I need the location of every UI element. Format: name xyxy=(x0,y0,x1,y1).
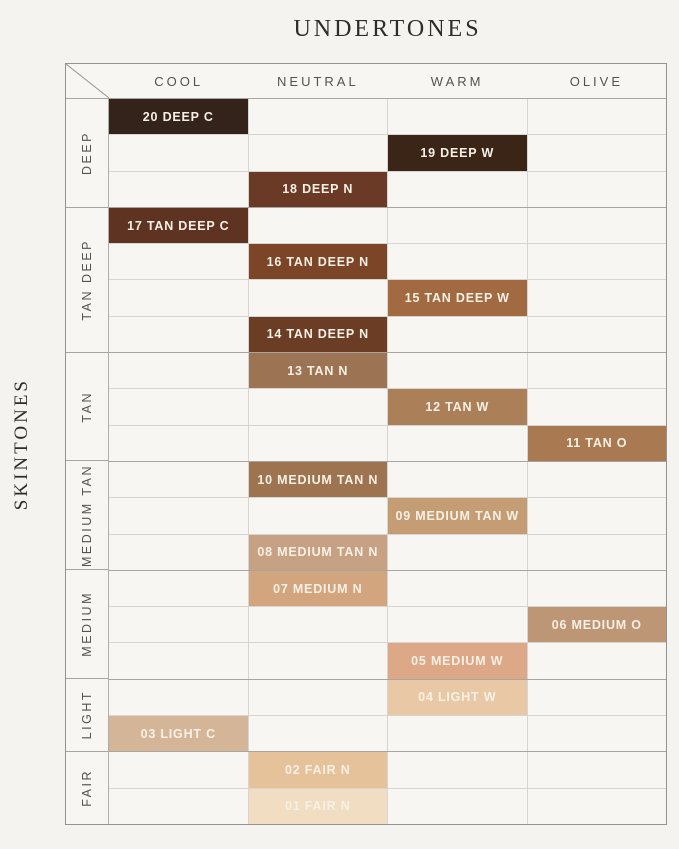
shade-cell xyxy=(109,99,249,134)
empty-cell xyxy=(109,752,249,787)
empty-cell xyxy=(388,535,528,570)
empty-cell xyxy=(109,389,249,424)
empty-cell xyxy=(388,462,528,497)
shade-label: 09 MEDIUM TAN W xyxy=(395,508,520,523)
shade-row xyxy=(109,752,666,788)
shade-label: 15 TAN DEEP W xyxy=(404,291,510,306)
empty-cell xyxy=(388,789,528,824)
shade-swatch xyxy=(109,208,248,243)
empty-cell xyxy=(528,716,667,751)
shade-cell xyxy=(249,571,389,606)
empty-cell xyxy=(109,244,249,279)
shade-swatch xyxy=(249,789,388,824)
shade-label: 17 TAN DEEP C xyxy=(127,218,230,233)
group-cell-medium-tan xyxy=(66,461,108,570)
shade-swatch xyxy=(249,244,388,279)
shade-row xyxy=(109,353,666,389)
shade-row xyxy=(109,571,666,607)
group-label: TAN xyxy=(80,390,94,423)
shade-swatch xyxy=(388,498,527,533)
empty-cell xyxy=(109,643,249,678)
empty-cell xyxy=(388,172,528,207)
skintone-group-column xyxy=(66,99,109,824)
shade-row xyxy=(109,99,666,135)
empty-cell xyxy=(528,462,667,497)
empty-cell xyxy=(528,135,667,170)
shade-swatch xyxy=(249,462,388,497)
shade-label: 11 TAN O xyxy=(566,436,628,451)
shade-label: 18 DEEP N xyxy=(282,182,354,197)
group-label: MEDIUM xyxy=(80,591,94,658)
shade-label: 10 MEDIUM TAN N xyxy=(257,472,379,487)
empty-cell xyxy=(528,317,667,352)
empty-cell xyxy=(109,535,249,570)
shade-cell xyxy=(249,535,389,570)
shade-cell xyxy=(249,462,389,497)
shade-label: 16 TAN DEEP N xyxy=(266,254,369,269)
shade-row xyxy=(109,789,666,824)
shade-label: 08 MEDIUM TAN N xyxy=(257,545,379,560)
shade-label: 13 TAN N xyxy=(287,363,349,378)
shade-swatch xyxy=(388,280,527,315)
empty-cell xyxy=(388,244,528,279)
shade-cell xyxy=(249,752,389,787)
group-label: MEDIUM TAN xyxy=(80,463,94,567)
shade-cell xyxy=(109,716,249,751)
empty-cell xyxy=(528,498,667,533)
empty-cell xyxy=(388,99,528,134)
shade-swatch xyxy=(528,607,667,642)
shade-cell xyxy=(109,208,249,243)
empty-cell xyxy=(388,353,528,388)
shade-label: 01 FAIR N xyxy=(284,799,351,814)
shade-swatch xyxy=(249,172,388,207)
group-cell-light xyxy=(66,679,108,752)
empty-cell xyxy=(388,716,528,751)
group-cell-deep xyxy=(66,99,108,208)
empty-cell xyxy=(249,680,389,715)
shade-swatch xyxy=(388,680,527,715)
shade-label: 19 DEEP W xyxy=(420,145,495,160)
shade-swatch xyxy=(249,535,388,570)
empty-cell xyxy=(109,426,249,461)
corner-cell xyxy=(66,64,109,98)
empty-cell xyxy=(528,680,667,715)
empty-cell xyxy=(528,643,667,678)
empty-cell xyxy=(388,317,528,352)
empty-cell xyxy=(109,280,249,315)
empty-cell xyxy=(388,607,528,642)
group-label: DEEP xyxy=(80,130,94,175)
shade-swatch xyxy=(109,716,248,751)
shade-cell xyxy=(388,680,528,715)
shade-swatch xyxy=(528,426,667,461)
shade-row xyxy=(109,389,666,425)
group-label: TAN DEEP xyxy=(80,238,94,321)
empty-cell xyxy=(388,426,528,461)
empty-cell xyxy=(249,389,389,424)
shade-row xyxy=(109,172,666,208)
shade-row xyxy=(109,208,666,244)
empty-cell xyxy=(109,317,249,352)
empty-cell xyxy=(528,99,667,134)
group-label: FAIR xyxy=(80,769,94,807)
table-body xyxy=(66,99,666,824)
empty-cell xyxy=(109,135,249,170)
shade-cell xyxy=(528,607,667,642)
shade-label: 12 TAN W xyxy=(425,400,490,415)
shade-grid xyxy=(109,99,666,824)
shade-cell xyxy=(388,498,528,533)
empty-cell xyxy=(388,752,528,787)
shade-row xyxy=(109,535,666,571)
shade-label: 20 DEEP C xyxy=(142,109,214,124)
diagonal-divider-icon xyxy=(66,64,109,98)
shade-row xyxy=(109,462,666,498)
shade-table xyxy=(65,63,667,825)
empty-cell xyxy=(109,789,249,824)
shade-cell xyxy=(249,789,389,824)
shade-swatch xyxy=(249,317,388,352)
empty-cell xyxy=(528,244,667,279)
shade-swatch xyxy=(249,353,388,388)
shade-row xyxy=(109,607,666,643)
empty-cell xyxy=(109,462,249,497)
shade-swatch xyxy=(109,99,248,134)
group-cell-tan-deep xyxy=(66,208,108,353)
shade-row xyxy=(109,135,666,171)
column-header-cool: COOL xyxy=(154,73,204,89)
shade-row xyxy=(109,280,666,316)
column-header-olive: OLIVE xyxy=(569,73,624,89)
empty-cell xyxy=(249,607,389,642)
empty-cell xyxy=(249,426,389,461)
shade-row xyxy=(109,716,666,752)
shade-swatch xyxy=(249,571,388,606)
shade-cell xyxy=(388,389,528,424)
empty-cell xyxy=(528,389,667,424)
shade-label: 04 LIGHT W xyxy=(418,690,497,705)
shade-label: 07 MEDIUM N xyxy=(273,581,363,596)
shade-cell xyxy=(249,244,389,279)
empty-cell xyxy=(249,208,389,243)
empty-cell xyxy=(109,353,249,388)
skintones-axis xyxy=(8,63,36,825)
empty-cell xyxy=(249,643,389,678)
shade-swatch xyxy=(388,643,527,678)
shade-label: 06 MEDIUM O xyxy=(551,617,642,632)
shade-cell xyxy=(249,317,389,352)
column-header-neutral: NEUTRAL xyxy=(277,73,359,89)
empty-cell xyxy=(109,607,249,642)
empty-cell xyxy=(528,280,667,315)
empty-cell xyxy=(388,571,528,606)
shade-cell xyxy=(388,135,528,170)
empty-cell xyxy=(388,208,528,243)
empty-cell xyxy=(528,208,667,243)
empty-cell xyxy=(249,280,389,315)
empty-cell xyxy=(249,135,389,170)
empty-cell xyxy=(528,752,667,787)
group-label: LIGHT xyxy=(80,690,94,740)
empty-cell xyxy=(249,99,389,134)
group-cell-tan xyxy=(66,353,108,462)
empty-cell xyxy=(249,716,389,751)
group-cell-medium xyxy=(66,570,108,679)
empty-cell xyxy=(528,535,667,570)
shade-row xyxy=(109,317,666,353)
empty-cell xyxy=(109,498,249,533)
shade-cell xyxy=(249,353,389,388)
empty-cell xyxy=(109,172,249,207)
shade-row xyxy=(109,244,666,280)
shade-swatch xyxy=(388,389,527,424)
empty-cell xyxy=(528,353,667,388)
group-cell-fair xyxy=(66,752,108,824)
undertone-header-row xyxy=(66,64,666,99)
skintones-axis-label: SKINTONES xyxy=(11,377,32,511)
shade-label: 14 TAN DEEP N xyxy=(266,327,369,342)
shade-row xyxy=(109,498,666,534)
undertones-title: UNDERTONES xyxy=(293,16,482,42)
empty-cell xyxy=(249,498,389,533)
shade-row xyxy=(109,426,666,462)
empty-cell xyxy=(528,571,667,606)
shade-label: 02 FAIR N xyxy=(284,762,351,777)
column-header-warm: WARM xyxy=(430,73,484,89)
shade-cell xyxy=(388,643,528,678)
shade-swatch xyxy=(249,752,388,787)
empty-cell xyxy=(528,172,667,207)
shade-swatch xyxy=(388,135,527,170)
shade-cell xyxy=(388,280,528,315)
empty-cell xyxy=(109,680,249,715)
empty-cell xyxy=(109,571,249,606)
shade-row xyxy=(109,680,666,716)
shade-label: 05 MEDIUM W xyxy=(411,654,504,669)
shade-label: 03 LIGHT C xyxy=(140,726,216,741)
shade-row xyxy=(109,643,666,679)
shade-cell xyxy=(528,426,667,461)
empty-cell xyxy=(528,789,667,824)
shade-cell xyxy=(249,172,389,207)
